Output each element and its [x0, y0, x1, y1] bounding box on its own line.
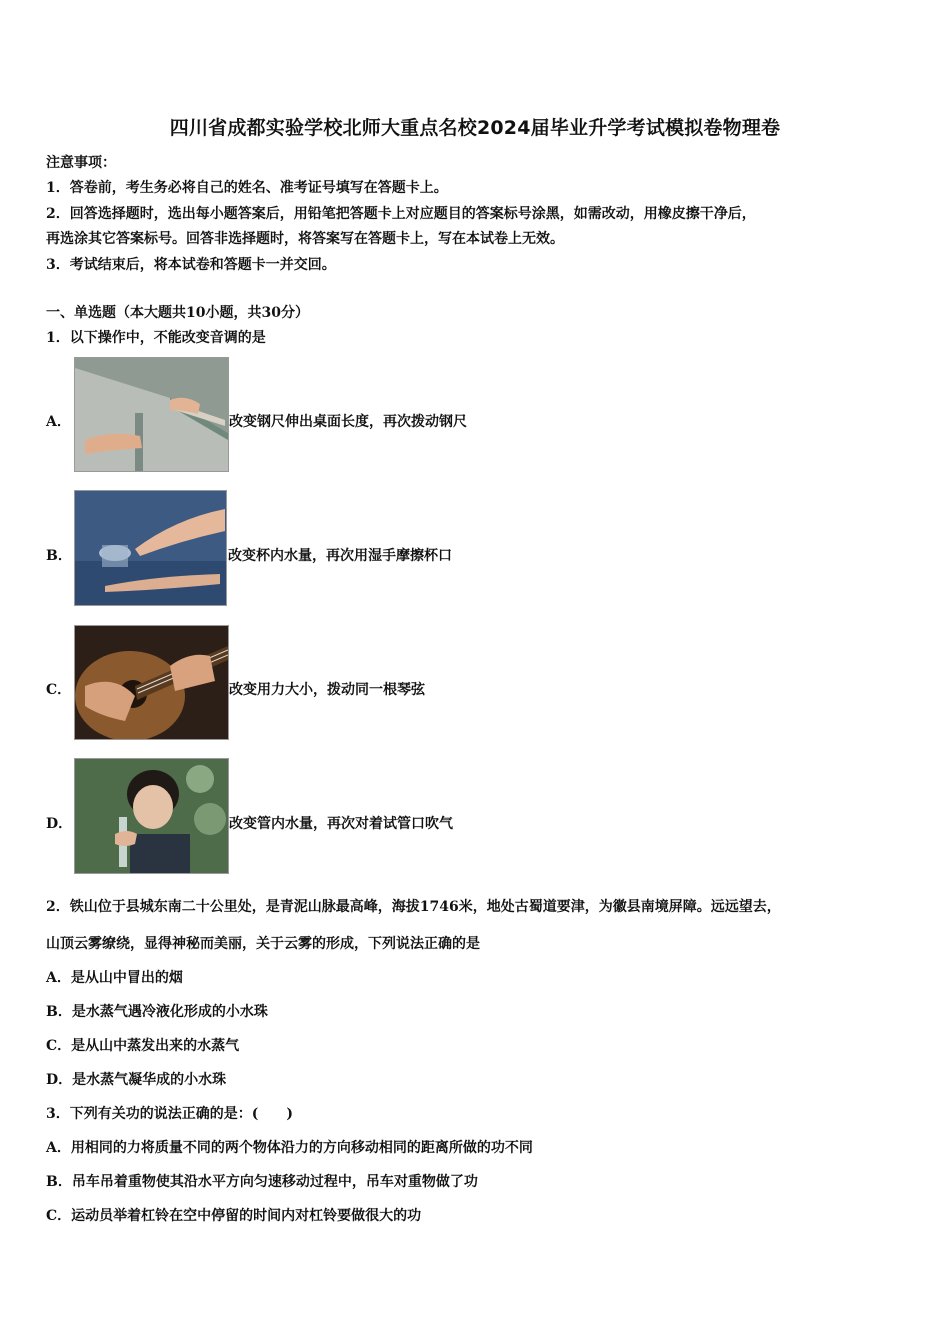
option-c-letter: C．	[46, 682, 72, 698]
question-2-stem: 山顶云雾缭绕，显得神秘而美丽，关于云雾的形成，下列说法正确的是	[46, 936, 480, 952]
question-3-stem: 3．下列有关功的说法正确的是：( )	[46, 1106, 293, 1122]
question-2-option: D．是水蒸气凝华成的小水珠	[46, 1072, 227, 1088]
section-heading: 一、单选题（本大题共10小题，共30分）	[46, 305, 309, 321]
ruler-on-desk-image	[74, 357, 229, 472]
option-d-text: 改变管内水量，再次对着试管口吹气	[229, 816, 453, 832]
option-b-letter: B．	[46, 548, 72, 564]
option-d-letter: D．	[46, 816, 73, 832]
option-b-text: 改变杯内水量，再次用湿手摩擦杯口	[228, 548, 452, 564]
option-a-text: 改变钢尺伸出桌面长度，再次拨动钢尺	[229, 414, 467, 430]
notice-item: 1．答卷前，考生务必将自己的姓名、准考证号填写在答题卡上。	[46, 180, 448, 196]
option-c-text: 改变用力大小，拨动同一根琴弦	[229, 682, 425, 698]
question-3-option: A．用相同的力将质量不同的两个物体沿力的方向移动相同的距离所做的功不同	[46, 1140, 533, 1156]
notice-heading: 注意事项：	[46, 155, 116, 171]
question-2-option: B．是水蒸气遇冷液化形成的小水珠	[46, 1004, 268, 1020]
blowing-test-tube-image	[74, 758, 229, 874]
question-1-stem: 1．以下操作中，不能改变音调的是	[46, 330, 266, 346]
question-3-option: C．运动员举着杠铃在空中停留的时间内对杠铃要做很大的功	[46, 1208, 422, 1224]
notice-item: 再选涂其它答案标号。回答非选择题时，将答案写在答题卡上，写在本试卷上无效。	[46, 231, 564, 247]
question-3-option: B．吊车吊着重物使其沿水平方向匀速移动过程中，吊车对重物做了功	[46, 1174, 478, 1190]
question-2-option: A．是从山中冒出的烟	[46, 970, 183, 986]
notice-item: 3．考试结束后，将本试卷和答题卡一并交回。	[46, 257, 336, 273]
guitar-string-image	[74, 625, 229, 740]
exam-title: 四川省成都实验学校北师大重点名校2024届毕业升学考试模拟卷物理卷	[169, 117, 781, 139]
question-2-option: C．是从山中蒸发出来的水蒸气	[46, 1038, 240, 1054]
notice-item: 2．回答选择题时，选出每小题答案后，用铅笔把答题卡上对应题目的答案标号涂黑，如需改动，用橡皮擦干净后，	[46, 206, 756, 222]
wet-hand-cup-image	[74, 490, 227, 606]
option-a-letter: A．	[46, 414, 71, 430]
question-2-stem: 2．铁山位于县城东南二十公里处，是青泥山脉最高峰，海拔1746米，地处古蜀道要津，为徽县南境屏障。远远望去，	[46, 899, 781, 915]
